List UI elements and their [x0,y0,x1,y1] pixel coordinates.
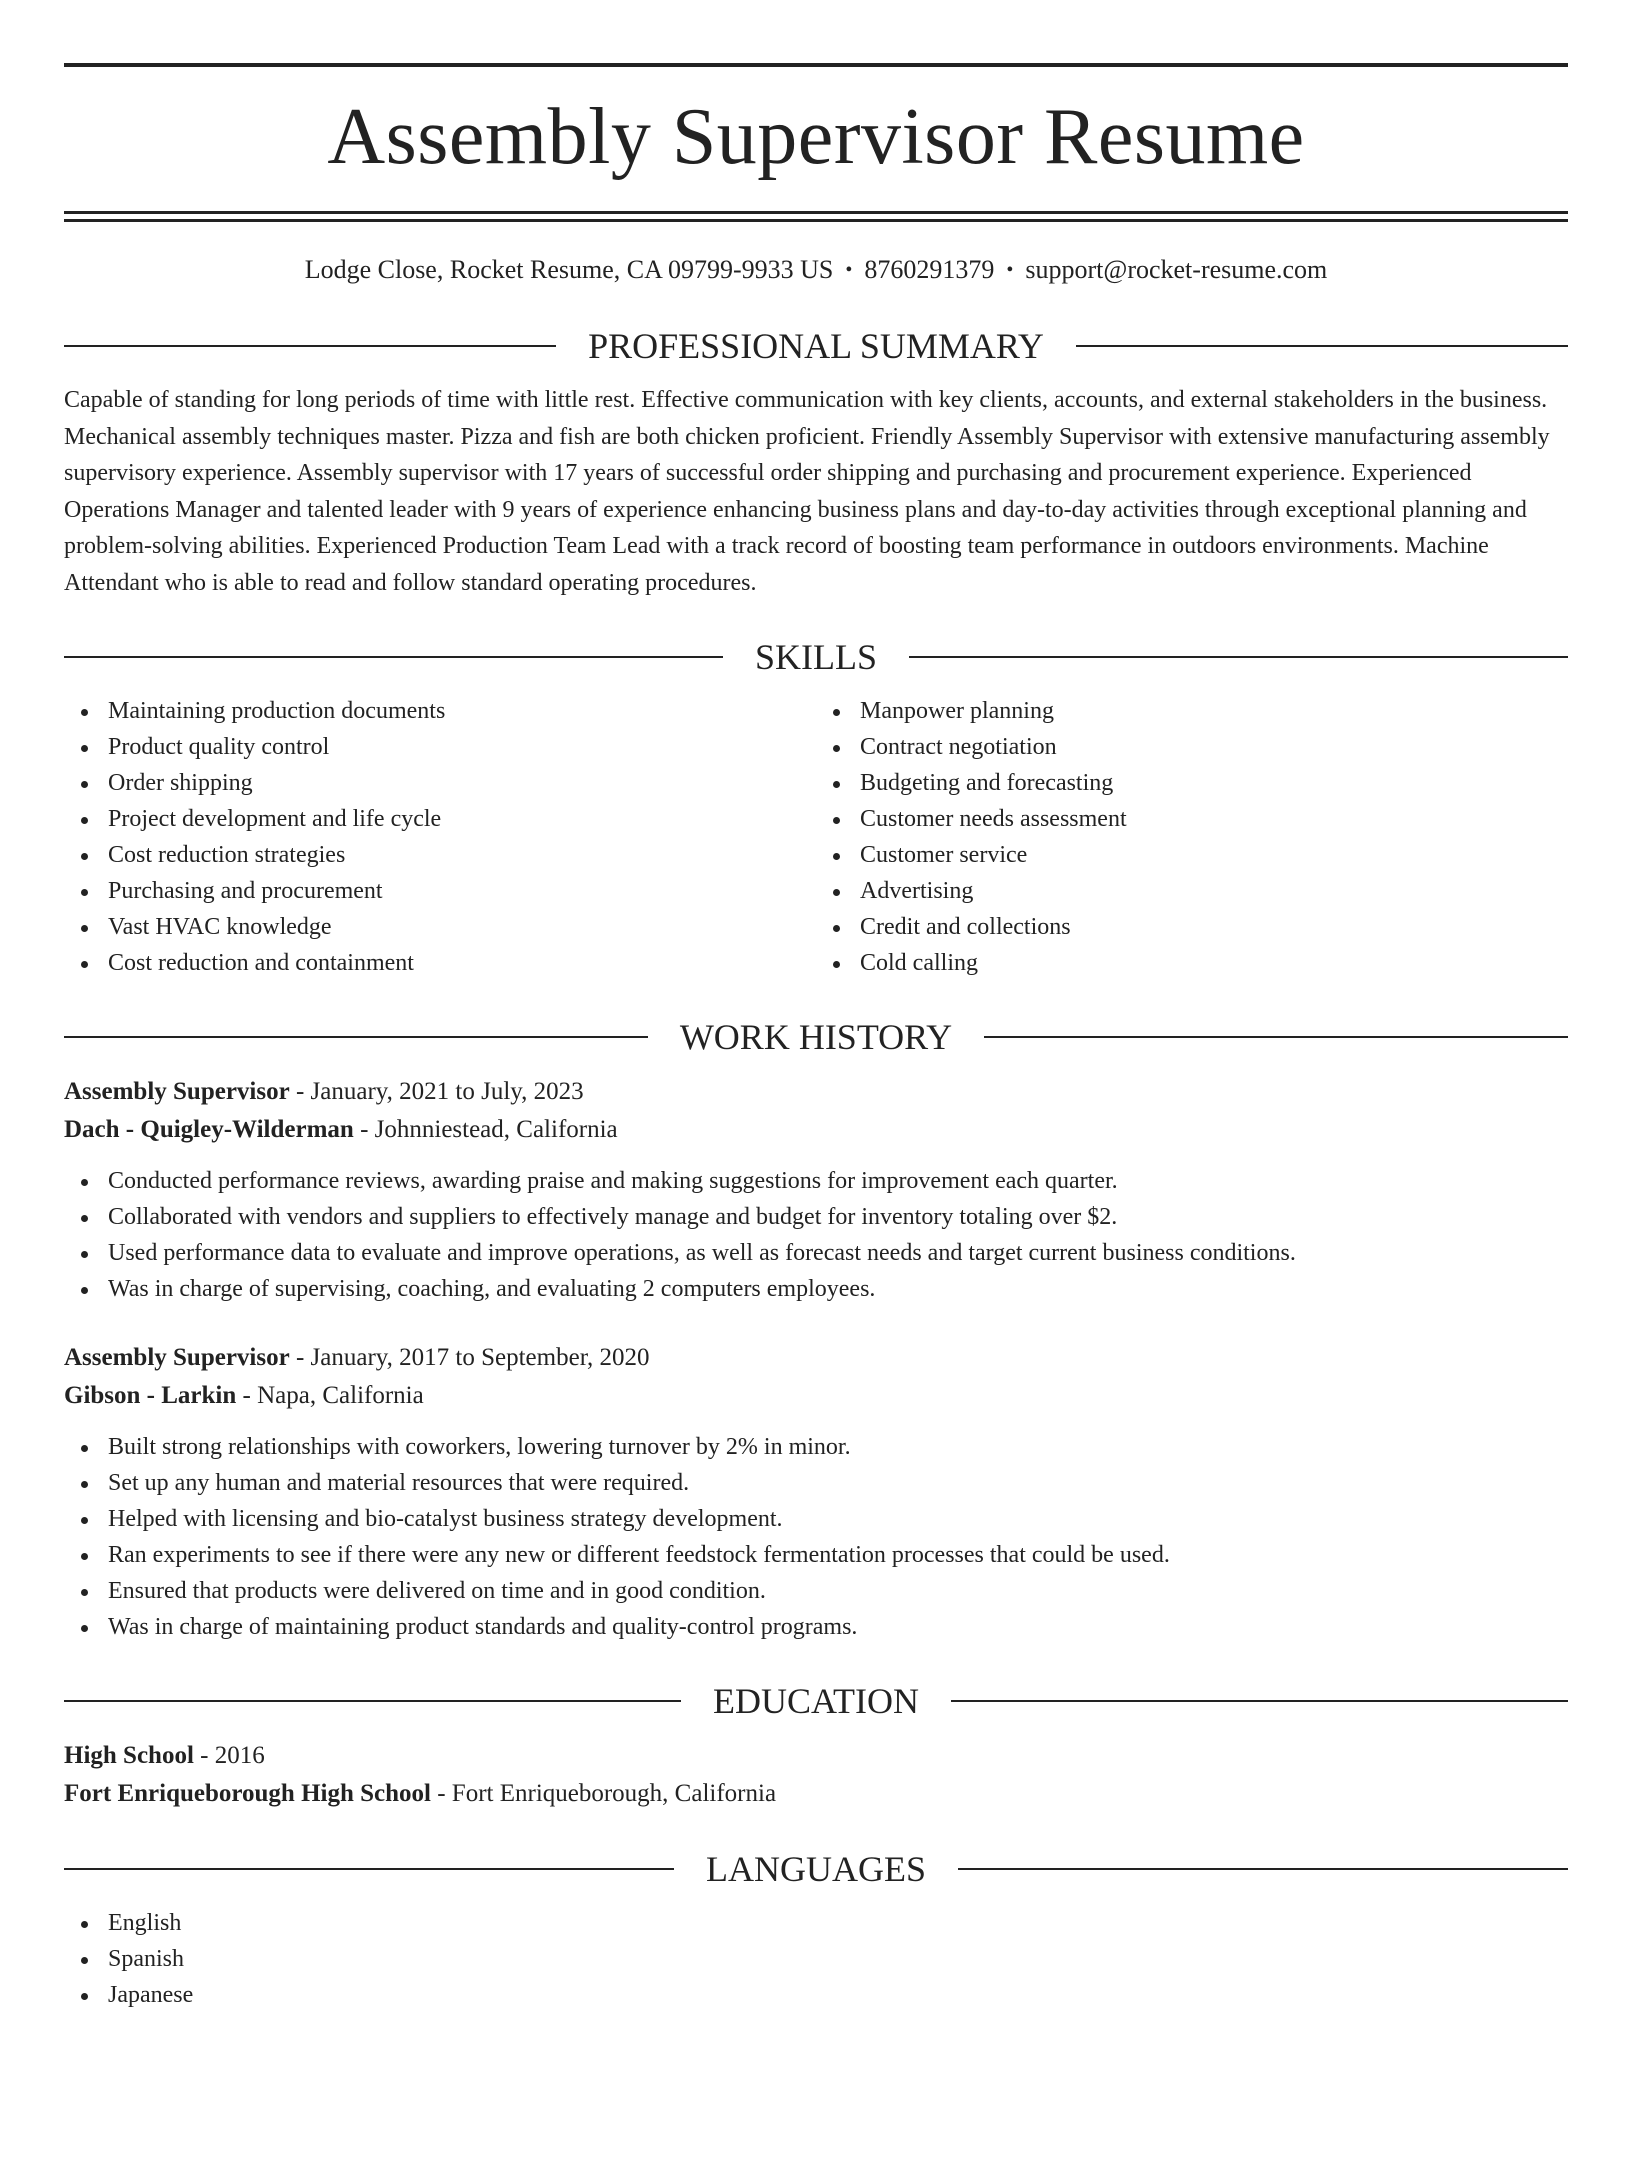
skill-item: Credit and collections [860,909,1568,945]
language-item: Japanese [108,1977,1568,2013]
divider-line [1076,345,1568,347]
divider-line [909,656,1568,658]
job-company: Dach - Quigley-Wilderman [64,1116,354,1143]
divider-line [958,1868,1568,1870]
section-title-work-history: WORK HISTORY [679,1017,953,1057]
divider-line [64,1036,648,1038]
contact-separator: • [845,259,853,281]
job-bullet: Conducted performance reviews, awarding praise and making suggestions for improvement each quarter. [108,1163,1568,1199]
languages-list [64,1905,1568,2013]
contact-address: Lodge Close, Rocket Resume, CA 09799-9933 US [304,255,834,284]
skill-item: Manpower planning [860,693,1568,729]
job-bullet: Built strong relationships with coworkers, lowering turnover by 2% in minor. [108,1429,1568,1465]
job-title: Assembly Supervisor [64,1344,290,1371]
skill-item: Customer needs assessment [860,801,1568,837]
skill-item: Cost reduction and containment [108,945,816,981]
divider-line [984,1036,1568,1038]
skills-columns [64,693,1568,981]
job-location: - Johnniestead, California [353,1116,618,1143]
divider-line [951,1700,1568,1702]
skill-item: Budgeting and forecasting [860,765,1568,801]
education-school: Fort Enriqueborough High School [64,1780,431,1807]
top-rule [64,63,1568,67]
job-title-line [64,1073,1568,1111]
job-bullet: Ran experiments to see if there were any new or different feedstock fermentation processes that could be used. [108,1537,1568,1573]
section-header-education [64,1679,1568,1723]
job-bullet: Ensured that products were delivered on time and in good condition. [108,1573,1568,1609]
divider-line [64,1700,681,1702]
skill-item: Maintaining production documents [108,693,816,729]
skills-list-right [816,693,1568,981]
resume-page [0,63,1632,2175]
job-company-line [64,1377,1568,1415]
skills-list-left [64,693,816,981]
education-degree: High School [64,1742,194,1769]
resume-title: Assembly Supervisor Resume [327,93,1305,181]
job-bullet: Set up any human and material resources that were required. [108,1465,1568,1501]
skill-item: Product quality control [108,729,816,765]
skill-item: Project development and life cycle [108,801,816,837]
job-bullets [64,1429,1568,1645]
job-bullet: Was in charge of maintaining product standards and quality-control programs. [108,1609,1568,1645]
education-degree-line [64,1737,1568,1775]
job-entry [64,1339,1568,1645]
contact-line [64,252,1568,290]
job-dates: - January, 2021 to July, 2023 [289,1078,584,1105]
job-bullet: Was in charge of supervising, coaching, and evaluating 2 computers employees. [108,1271,1568,1307]
job-company-line [64,1111,1568,1149]
job-company: Gibson - Larkin [64,1382,237,1409]
divider-line [64,1868,674,1870]
skill-item: Purchasing and procurement [108,873,816,909]
education-entry [64,1737,1568,1813]
job-bullets [64,1163,1568,1307]
section-header-skills [64,635,1568,679]
section-header-languages [64,1847,1568,1891]
skill-item: Contract negotiation [860,729,1568,765]
language-item: Spanish [108,1941,1568,1977]
skill-item: Cold calling [860,945,1568,981]
skill-item: Vast HVAC knowledge [108,909,816,945]
summary-paragraph: Capable of standing for long periods of time with little rest. Effective communication with key clients, accounts, and external stakeholders in the business. Mechanical assembly techniques master. Pizza and fish are both chicken proficient. Friendly Assembly Supervisor with extensive manufacturing assembly supervisory experience. Assembly supervisor with 17 years of successful order shipping and purchasing and procurement experience. Experienced Operations Manager and talented leader with 9 years of experience enhancing business plans and day-to-day activities through exceptional planning and problem-solving abilities. Experienced Production Team Lead with a track record of boosting team performance in outdoors environments. Machine Attendant who is able to read and follow standard operating procedures. [64,387,1550,596]
section-header-work-history [64,1015,1568,1059]
section-title-education: EDUCATION [713,1681,919,1721]
education-year: - 2016 [193,1742,265,1769]
section-title-languages: LANGUAGES [706,1849,926,1889]
skill-item: Customer service [860,837,1568,873]
job-bullet: Helped with licensing and bio-catalyst business strategy development. [108,1501,1568,1537]
skill-item: Cost reduction strategies [108,837,816,873]
education-location: - Fort Enriqueborough, California [430,1780,777,1807]
section-title-skills: SKILLS [755,637,878,677]
job-title: Assembly Supervisor [64,1078,290,1105]
education-school-line [64,1775,1568,1813]
divider-line [64,656,723,658]
language-item: English [108,1905,1568,1941]
job-bullet: Collaborated with vendors and suppliers to effectively manage and budget for inventory totaling over $2. [108,1199,1568,1235]
contact-phone: 8760291379 [864,255,995,284]
skill-item: Advertising [860,873,1568,909]
contact-email: support@rocket-resume.com [1025,255,1328,284]
job-dates: - January, 2017 to September, 2020 [289,1344,650,1371]
job-bullet: Used performance data to evaluate and improve operations, as well as forecast needs and target current business conditions. [108,1235,1568,1271]
job-entry [64,1073,1568,1307]
section-header-summary [64,324,1568,368]
section-title-summary: PROFESSIONAL SUMMARY [588,326,1044,366]
title-double-rule [64,211,1568,222]
divider-line [64,345,556,347]
contact-separator: • [1006,259,1014,281]
job-location: - Napa, California [236,1382,424,1409]
skill-item: Order shipping [108,765,816,801]
job-title-line [64,1339,1568,1377]
